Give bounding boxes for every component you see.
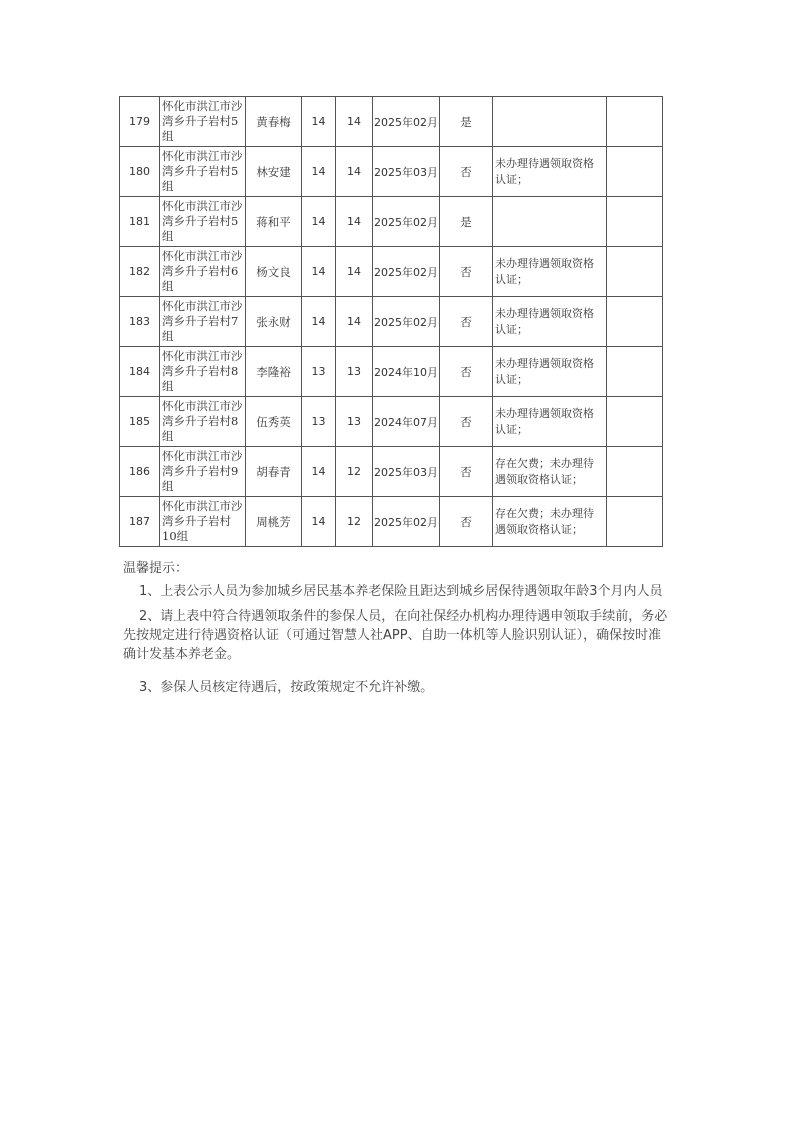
- row-index: 181: [120, 197, 160, 247]
- row-blank-cell: [607, 247, 663, 297]
- row-address: 怀化市洪江市沙湾乡升子岩村8组: [160, 397, 246, 447]
- row-name: 伍秀英: [246, 397, 302, 447]
- row-months-b: 14: [336, 197, 373, 247]
- row-remark: 未办理待遇领取资格认证；: [493, 397, 607, 447]
- note-item-1: 1、上表公示人员为参加城乡居民基本养老保险且距达到城乡居保待遇领取年龄3个月内人员: [139, 584, 663, 599]
- row-flag: 是: [440, 97, 493, 147]
- row-months-a: 14: [302, 297, 336, 347]
- table-row: [120, 147, 663, 197]
- table-row: [120, 197, 663, 247]
- row-blank-cell: [607, 447, 663, 497]
- row-flag: 否: [440, 497, 493, 547]
- row-index: 183: [120, 297, 160, 347]
- row-months-a: 13: [302, 347, 336, 397]
- row-address: 怀化市洪江市沙湾乡升子岩村8组: [160, 347, 246, 397]
- row-address: 怀化市洪江市沙湾乡升子岩村5组: [160, 197, 246, 247]
- row-name: 周桃芳: [246, 497, 302, 547]
- row-months-b: 14: [336, 247, 373, 297]
- row-name: 胡春青: [246, 447, 302, 497]
- row-months-a: 14: [302, 447, 336, 497]
- row-blank-cell: [607, 297, 663, 347]
- row-address: 怀化市洪江市沙湾乡升子岩村5组: [160, 97, 246, 147]
- row-index: 186: [120, 447, 160, 497]
- row-flag: 否: [440, 347, 493, 397]
- row-address: 怀化市洪江市沙湾乡升子岩村9组: [160, 447, 246, 497]
- row-name: 张永财: [246, 297, 302, 347]
- note-item-3: 3、参保人员核定待遇后，按政策规定不允许补缴。: [139, 680, 434, 695]
- row-name: 蒋和平: [246, 197, 302, 247]
- row-blank-cell: [607, 347, 663, 397]
- row-remark: 存在欠费；未办理待遇领取资格认证；: [493, 447, 607, 497]
- row-address: 怀化市洪江市沙湾乡升子岩村6组: [160, 247, 246, 297]
- row-flag: 否: [440, 447, 493, 497]
- table-row: [120, 247, 663, 297]
- row-months-b: 14: [336, 297, 373, 347]
- row-date: 2025年03月: [373, 447, 440, 497]
- row-date: 2024年07月: [373, 397, 440, 447]
- row-date: 2025年02月: [373, 197, 440, 247]
- row-name: 李隆裕: [246, 347, 302, 397]
- row-date: 2025年02月: [373, 497, 440, 547]
- row-months-a: 14: [302, 197, 336, 247]
- row-remark: 未办理待遇领取资格认证；: [493, 247, 607, 297]
- row-months-b: 12: [336, 447, 373, 497]
- row-name: 杨文良: [246, 247, 302, 297]
- row-remark: [493, 197, 607, 247]
- row-address: 怀化市洪江市沙湾乡升子岩村10组: [160, 497, 246, 547]
- table-row: [120, 347, 663, 397]
- table-body: [120, 97, 663, 547]
- row-date: 2025年03月: [373, 147, 440, 197]
- row-months-b: 14: [336, 97, 373, 147]
- row-months-a: 13: [302, 397, 336, 447]
- row-flag: 否: [440, 247, 493, 297]
- row-flag: 是: [440, 197, 493, 247]
- note-item-2: 2、请上表中符合待遇领取条件的参保人员，在向社保经办机构办理待遇申领取手续前，务必先按规定进行待遇资格认证（可通过智慧人社APP、自助一体机等人脸识别认证），确保按时准确计发基本养老金。: [123, 609, 668, 662]
- row-date: 2024年10月: [373, 347, 440, 397]
- row-blank-cell: [607, 147, 663, 197]
- row-address: 怀化市洪江市沙湾乡升子岩村7组: [160, 297, 246, 347]
- row-name: 黄春梅: [246, 97, 302, 147]
- row-index: 182: [120, 247, 160, 297]
- row-index: 185: [120, 397, 160, 447]
- row-date: 2025年02月: [373, 97, 440, 147]
- row-flag: 否: [440, 147, 493, 197]
- row-index: 179: [120, 97, 160, 147]
- row-remark: [493, 97, 607, 147]
- row-months-a: 14: [302, 497, 336, 547]
- row-name: 林安建: [246, 147, 302, 197]
- row-blank-cell: [607, 197, 663, 247]
- row-months-a: 14: [302, 147, 336, 197]
- row-flag: 否: [440, 397, 493, 447]
- row-remark: 未办理待遇领取资格认证；: [493, 347, 607, 397]
- notes-title: 温馨提示：: [123, 561, 189, 576]
- row-index: 187: [120, 497, 160, 547]
- row-blank-cell: [607, 497, 663, 547]
- row-flag: 否: [440, 297, 493, 347]
- row-months-a: 14: [302, 97, 336, 147]
- table-row: [120, 297, 663, 347]
- row-remark: 未办理待遇领取资格认证；: [493, 297, 607, 347]
- row-date: 2025年02月: [373, 297, 440, 347]
- row-remark: 未办理待遇领取资格认证；: [493, 147, 607, 197]
- row-index: 180: [120, 147, 160, 197]
- table-row: [120, 397, 663, 447]
- row-blank-cell: [607, 397, 663, 447]
- pension-eligibility-table: [119, 96, 663, 547]
- row-index: 184: [120, 347, 160, 397]
- row-months-b: 14: [336, 147, 373, 197]
- row-date: 2025年02月: [373, 247, 440, 297]
- row-remark: 存在欠费；未办理待遇领取资格认证；: [493, 497, 607, 547]
- row-address: 怀化市洪江市沙湾乡升子岩村5组: [160, 147, 246, 197]
- table-row: [120, 97, 663, 147]
- row-months-b: 13: [336, 397, 373, 447]
- table-row: [120, 447, 663, 497]
- table-row: [120, 497, 663, 547]
- row-months-b: 12: [336, 497, 373, 547]
- notes-section: [123, 559, 671, 697]
- row-months-b: 13: [336, 347, 373, 397]
- row-months-a: 14: [302, 247, 336, 297]
- row-blank-cell: [607, 97, 663, 147]
